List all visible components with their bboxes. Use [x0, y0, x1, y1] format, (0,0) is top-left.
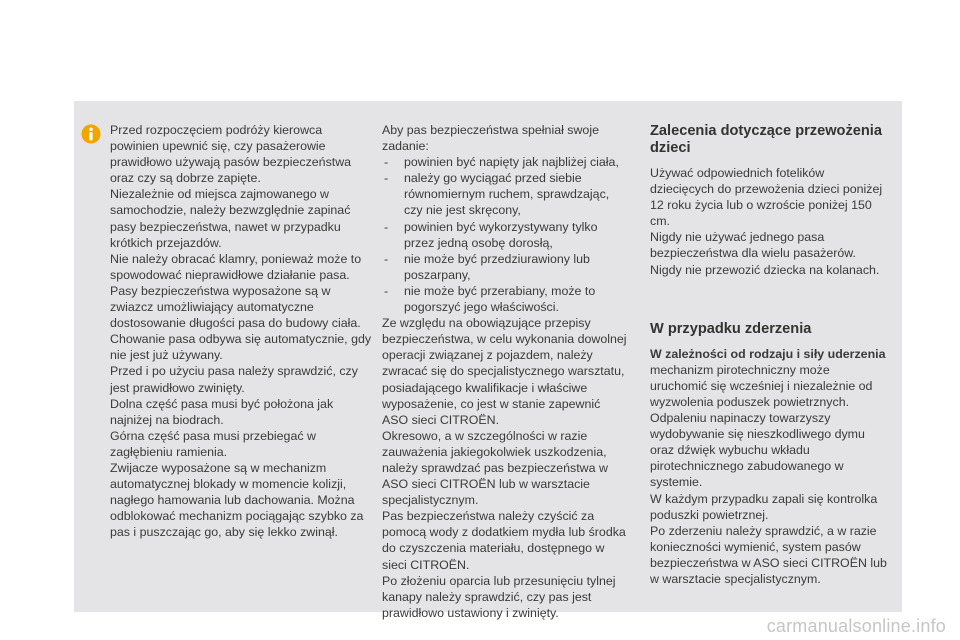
paragraph: Używać odpowiednich fotelików dziecięcych do przewożenia dzieci poniżej 12 roku życia lub o wzroście poniżej 150 cm.: [650, 166, 883, 229]
paragraph: Górna część pasa musi przebiegać w zagłębieniu ramienia.: [110, 428, 316, 459]
paragraph: Pasy bezpieczeństwa wyposażone są w zwiazcz umożliwiający automatyczne dostosowanie długości pasa do budowy ciała. Chowanie pasa odbywa się automatycznie, gdy nie jest już używany.: [110, 283, 372, 363]
paragraph: Nigdy nie przewozić dziecka na kolanach.: [650, 262, 880, 277]
list-item: - należy go wyciągać przed siebie równomiernym ruchem, sprawdzając, czy nie jest skręcony,: [382, 170, 628, 218]
paragraph: Zwijacze wyposażone są w mechanizm automatycznej blokady w momencie kolizji, nagłego hamowania lub dachowania. Można odblokować mechanizm pociągając szybko za pas i puszczając go, aby się lekko zwinął.: [110, 460, 364, 540]
paragraph: Po zderzeniu należy sprawdzić, a w razie konieczności wymienić, system pasów bezpieczeństwa w ASO sieci CITROËN lub w warsztacie specjalistycznym.: [650, 523, 887, 586]
info-icon: [80, 123, 102, 145]
right-column: [650, 123, 890, 587]
paragraph: Okresowo, a w szczególności w razie zauważenia jakiegokolwiek uszkodzenia, należy sprawdzać pas bezpieczeństwa w ASO sieci CITROËN lub w warsztacie specjalistycznym.: [382, 428, 608, 508]
list-item: - nie może być przerabiany, może to pogorszyć jego właściwości.: [382, 283, 628, 315]
collision-lead-bold: W zależności od rodzaju i siły uderzenia: [650, 346, 886, 361]
paragraph: Dolna część pasa musi być położona jak najniżej na biodrach.: [110, 396, 334, 427]
list-item: - powinien być wykorzystywany tylko przez jedną osobę dorosłą,: [382, 219, 628, 251]
paragraph: Niezależnie od miejsca zajmowanego w samochodzie, należy bezwzględnie zapinać pasy bezpieczeństwa, nawet w przypadku krótkich przejazdów.: [110, 187, 351, 250]
requirements-list: [382, 154, 628, 315]
left-column: [110, 122, 372, 540]
collision-lead-paragraph: [650, 346, 890, 491]
paragraph: Pas bezpieczeństwa należy czyścić za pomocą wody z dodatkiem mydła lub środka do czyszczenia materiału, dostępnego w sieci CITROËN.: [382, 509, 626, 572]
paragraph: W każdym przypadku zapali się kontrolka poduszki powietrznej.: [650, 491, 878, 522]
watermark: carmanualsonline.info: [766, 616, 946, 636]
paragraph: Przed rozpoczęciem podróży kierowca powinien upewnić się, czy pasażerowie prawidłowo używają pasów bezpieczeństwa oraz czy są dobrze zapięte.: [110, 123, 352, 186]
list-item: - powinien być napięty jak najbliżej ciała,: [382, 154, 628, 170]
section-title-children: Zalecenia dotyczące przewożenia dzieci: [650, 123, 882, 156]
list-item: - nie może być przedziurawiony lub poszarpany,: [382, 251, 628, 283]
paragraph: Ze względu na obowiązujące przepisy bezpieczeństwa, w celu wykonania dowolnej operacji związanej z pojazdem, należy zwracać się do specjalistycznego warsztatu, posiadającego kwalifikacje i właściwe wyposażenie, co jest w stanie zapewnić ASO sieci CITROËN.: [382, 316, 627, 427]
paragraph: Przed i po użyciu pasa należy sprawdzić, czy jest prawidłowo zwinięty.: [110, 364, 358, 395]
section-title-collision: W przypadku zderzenia: [650, 320, 812, 337]
collision-lead-text: mechanizm pirotechniczny może uruchomić się wcześniej i niezależnie od wyzwolenia poduszek powietrznych. Odpaleniu napinaczy towarzyszy wydobywanie się nieszkodliwego dymu oraz dźwięk wybuchu wkładu pirotechnicznego zabudowanego w systemie.: [650, 362, 873, 490]
list-intro: Aby pas bezpieczeństwa spełniał swoje zadanie:: [382, 123, 599, 154]
paragraph: Po złożeniu oparcia lub przesunięciu tylnej kanapy należy sprawdzić, czy pas jest prawidłowo ustawiony i zwinięty.: [382, 573, 616, 620]
paragraph: Nie należy obracać klamry, ponieważ może to spowodować nieprawidłowe działanie pasa.: [110, 251, 362, 282]
middle-column: [382, 122, 628, 621]
paragraph: Nigdy nie używać jednego pasa bezpieczeństwa dla wielu pasażerów.: [650, 230, 856, 261]
